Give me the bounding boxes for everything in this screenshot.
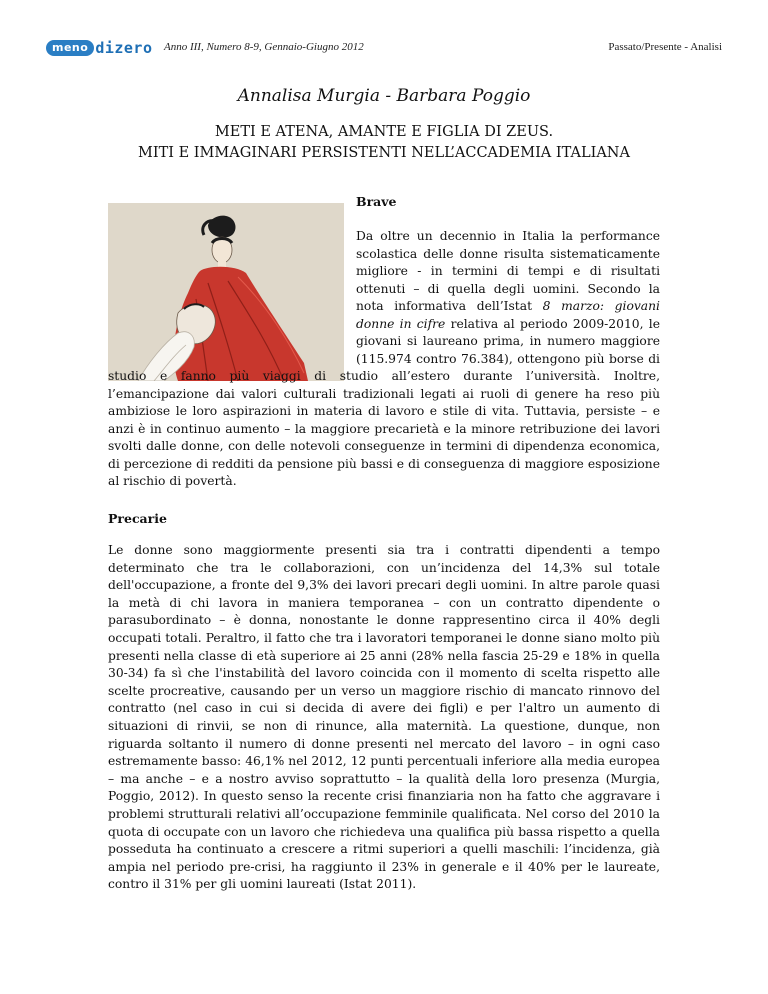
title-line-1: METI E ATENA, AMANTE E FIGLIA DI ZEUS. <box>214 124 554 140</box>
title-line-2: MITI E IMMAGINARI PERSISTENTI NELL’ACCADEMIA ITALIANA <box>138 145 630 161</box>
paragraph-precarie: Le donne sono maggiormente presenti sia tra i contratti dipendenti a tempo determinato che tra le collaborazioni, con un’incidenza del 14,3% sul totale dell'occupazione, a fronte del 9,3% dei lavori precari degli uomini. In altre parole quasi la metà di chi lavora in maniera temporanea – con un contratto dipendente o parasubordinato – è donna, nonostante le donne rappresentino circa il 40% degli occupati totali. Peraltro, il fatto che tra i lavoratori temporanei le donne siano molto più presenti nella classe di età superiore ai 25 anni (28% nella fascia 25-29 e 18% in quella 30-34) fa sì che l'instabilità del lavoro coincida con il momento di scelta rispetto alle scelte procreative, causando per un verso un maggiore rischio di mancato rinnovo del contratto (nel caso in cui si decida di avere dei figli) e per l'altro un aumento di situazioni di rinvii, se non di rinunce, alla maternità. La questione, dunque, non riguarda soltanto il numero di donne presenti nel mercato del lavoro – in ogni caso estremamente basso: 46,1% nel 2012, 12 punti percentuali inferiore alla media europea – ma anche – e a nostro avviso soprattutto – la qualità della loro presenza (Murgia, Poggio, 2012). In questo senso la recente crisi finanziaria non ha fatto che aggravare i problemi strutturali relativi all’occupazione femminile qualificata. Nel corso del 2010 la quota di occupate con un lavoro che richiedeva una qualifica più bassa rispetto a quella posseduta ha continuato a crescere a ritmi superiori a quelli maschili: l’incidenza, già ampia nel periodo pre-crisi, ha raggiunto il 23% in generale e il 40% per le laureate, contro il 31% per gli uomini laureati (Istat 2011). <box>108 543 660 892</box>
article-title <box>0 122 768 164</box>
article-authors: Annalisa Murgia - Barbara Poggio <box>237 86 531 106</box>
section-heading-precarie: Precarie <box>108 511 167 526</box>
logo-part-meno: meno <box>46 40 94 56</box>
issue-info: Anno III, Numero 8-9, Gennaio-Giugno 2012 <box>164 41 364 53</box>
istat-report-title: 8 marzo: giovani donne in cifre <box>356 299 660 331</box>
magazine-logo[interactable] <box>46 38 153 58</box>
illustration-float-spacer <box>108 228 356 368</box>
page-header <box>46 38 726 60</box>
paragraph-brave-part-a: Da oltre un decennio in Italia la performance scolastica delle donne risulta sistematicamente migliore - in termini di tempi e di risultati ottenuti – di quella degli uomini. Secondo la nota informativa dell’Istat <box>356 229 660 313</box>
section-heading-brave: Brave <box>356 194 397 209</box>
logo-part-dizero: dizero <box>95 39 153 57</box>
paragraph-brave-part-b: relativa al periodo 2009-2010, le giovani si laureano prima, in numero maggiore (115.974 contro 76.384), ottengono più borse di studio e fanno più viaggi di studio all’estero durante l’università. Inoltre, l’emancipazione dai valori culturali tradizionali legati ai ruoli di genere ha reso più ambiziose le loro aspirazioni in materia di lavoro e stile di vita. Tuttavia, persiste – e anzi è in continuo aumento – la maggiore precarietà e la minore retribuzione dei lavori svolti dalle donne, con delle notevoli conseguenze in termini di dipendenza economica, di percezione di redditi da pensione più bassi e di conseguenza di maggiore esposizione al rischio di povertà. <box>108 316 660 488</box>
paragraph-brave <box>108 228 660 491</box>
section-label: Passato/Presente - Analisi <box>608 41 722 53</box>
